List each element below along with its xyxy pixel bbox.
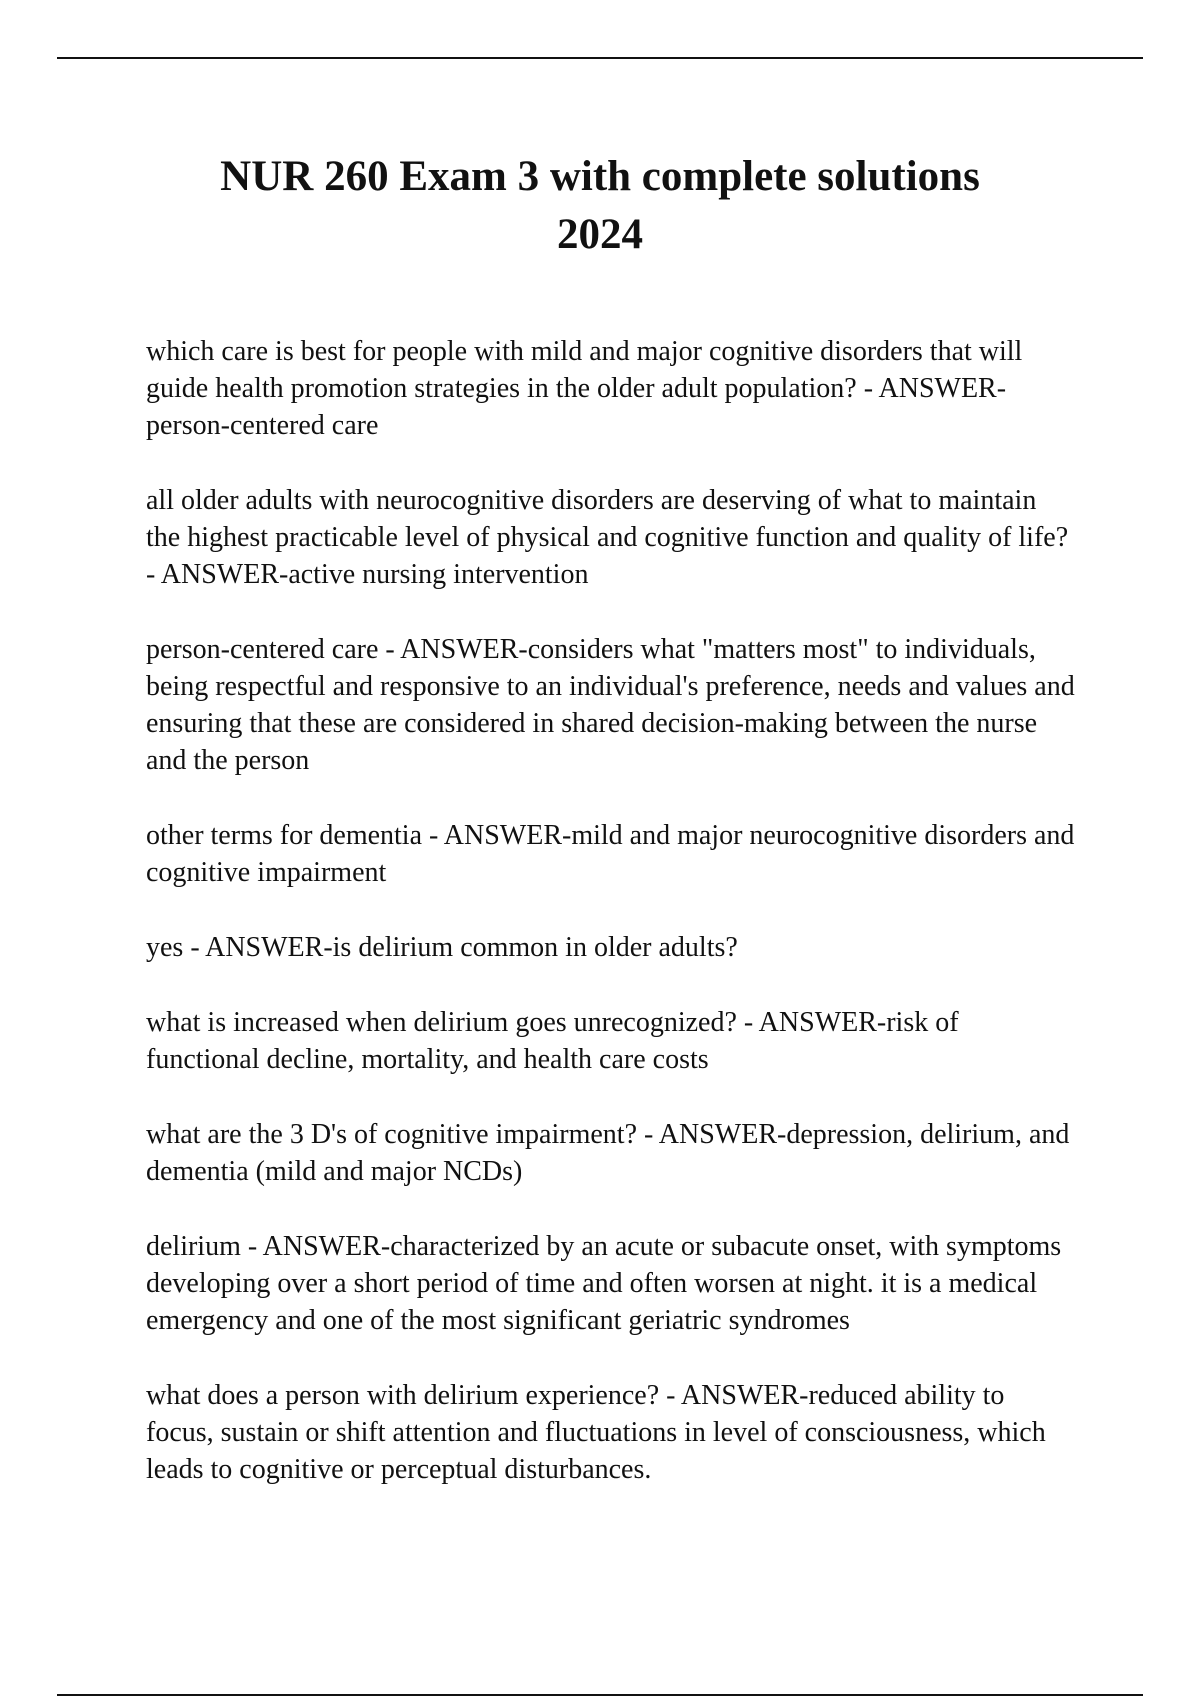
qa-entry-1: which care is best for people with mild and major cognitive disorders that will guide health promotion strategies in the older adult population? - ANSWER-person-centered care bbox=[146, 336, 1023, 441]
top-divider bbox=[57, 57, 1143, 59]
page-title bbox=[100, 148, 1100, 264]
qa-entry-8: delirium - ANSWER-characterized by an acute or subacute onset, with symptoms developing over a short period of time and often worsen at night. it is a medical emergency and one of the most significant geriatric syndromes bbox=[146, 1231, 1062, 1336]
qa-entry-2: all older adults with neurocognitive disorders are deserving of what to maintain the highest practicable level of physical and cognitive function and quality of life? - ANSWER-active nursing intervention bbox=[146, 485, 1069, 590]
title-line-1: NUR 260 Exam 3 with complete solutions bbox=[220, 153, 980, 200]
qa-entry-7: what are the 3 D's of cognitive impairment? - ANSWER-depression, delirium, and dementia (mild and major NCDs) bbox=[146, 1119, 1070, 1187]
qa-list bbox=[146, 333, 1076, 1526]
qa-entry-5: yes - ANSWER-is delirium common in older adults? bbox=[146, 932, 738, 963]
qa-entry-3: person-centered care - ANSWER-considers what "matters most" to individuals, being respectful and responsive to an individual's preference, needs and values and ensuring that these are considered in shared decision-making between the nurse and the person bbox=[146, 634, 1075, 776]
qa-entry-6: what is increased when delirium goes unrecognized? - ANSWER-risk of functional decline, mortality, and health care costs bbox=[146, 1007, 959, 1075]
bottom-divider bbox=[57, 1694, 1143, 1696]
qa-entry-9: what does a person with delirium experience? - ANSWER-reduced ability to focus, sustain or shift attention and fluctuations in level of consciousness, which leads to cognitive or perceptual disturbances. bbox=[146, 1380, 1046, 1485]
title-line-2: 2024 bbox=[557, 211, 643, 258]
qa-entry-4: other terms for dementia - ANSWER-mild and major neurocognitive disorders and cognitive impairment bbox=[146, 820, 1075, 888]
